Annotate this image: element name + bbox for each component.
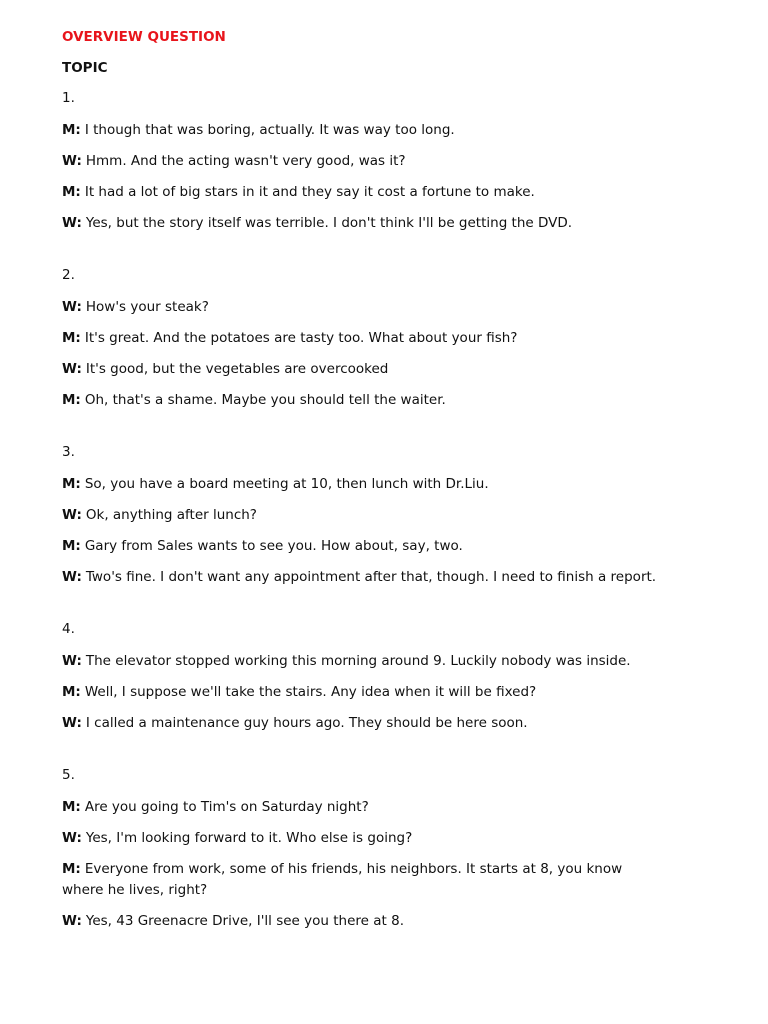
dialogue-line	[62, 151, 662, 172]
speaker-label: W:	[62, 715, 82, 731]
line-text: Yes, 43 Greenacre Drive, I'll see you there at 8.	[85, 913, 404, 929]
dialogue-line	[62, 328, 662, 349]
speaker-label: W:	[62, 913, 82, 929]
line-text: Ok, anything after lunch?	[85, 507, 257, 523]
dialogue-line	[62, 536, 662, 557]
line-text: Hmm. And the acting wasn't very good, was it?	[85, 153, 406, 169]
dialogue-line	[62, 651, 662, 672]
speaker-label: M:	[62, 684, 81, 700]
dialogue-3	[62, 443, 662, 588]
dialogue-line	[62, 359, 662, 380]
dialogue-number: 2.	[62, 267, 75, 283]
speaker-label: W:	[62, 215, 82, 231]
line-text: Two's fine. I don't want any appointment after that, though. I need to finish a report.	[85, 569, 657, 585]
dialogue-line	[62, 911, 662, 932]
dialogue-number: 1.	[62, 90, 75, 106]
speaker-label: W:	[62, 653, 82, 669]
dialogue-line	[62, 797, 662, 818]
line-text: Gary from Sales wants to see you. How about, say, two.	[84, 538, 463, 554]
dialogue-line	[62, 505, 662, 526]
line-text: The elevator stopped working this morning around 9. Luckily nobody was inside.	[85, 653, 631, 669]
speaker-label: M:	[62, 861, 81, 877]
speaker-label: W:	[62, 299, 82, 315]
dialogue-1	[62, 89, 662, 234]
speaker-label: W:	[62, 830, 82, 846]
document-title: OVERVIEW QUESTION	[62, 29, 226, 45]
line-text: How's your steak?	[85, 299, 209, 315]
line-text: I though that was boring, actually. It was way too long.	[84, 122, 455, 138]
dialogue-line	[62, 474, 662, 495]
dialogue-line	[62, 567, 662, 588]
dialogue-4	[62, 620, 662, 734]
dialogue-line	[62, 120, 662, 141]
line-text: Well, I suppose we'll take the stairs. Any idea when it will be fixed?	[84, 684, 537, 700]
line-text: It had a lot of big stars in it and they say it cost a fortune to make.	[84, 184, 535, 200]
line-text: Are you going to Tim's on Saturday night?	[84, 799, 369, 815]
dialogue-line	[62, 859, 662, 901]
speaker-label: W:	[62, 153, 82, 169]
speaker-label: M:	[62, 122, 81, 138]
dialogue-line	[62, 713, 662, 734]
section-subtitle: TOPIC	[62, 60, 108, 76]
dialogue-line	[62, 682, 662, 703]
speaker-label: M:	[62, 392, 81, 408]
document-page	[62, 28, 662, 964]
speaker-label: M:	[62, 538, 81, 554]
line-text: Everyone from work, some of his friends, his neighbors. It starts at 8, you know where he lives, right?	[62, 861, 623, 898]
speaker-label: M:	[62, 184, 81, 200]
speaker-label: W:	[62, 507, 82, 523]
line-text: Yes, I'm looking forward to it. Who else is going?	[85, 830, 413, 846]
line-text: I called a maintenance guy hours ago. They should be here soon.	[85, 715, 528, 731]
dialogue-line	[62, 828, 662, 849]
dialogue-2	[62, 266, 662, 411]
dialogue-line	[62, 297, 662, 318]
dialogue-number: 4.	[62, 621, 75, 637]
speaker-label: M:	[62, 476, 81, 492]
speaker-label: W:	[62, 569, 82, 585]
dialogue-line	[62, 390, 662, 411]
speaker-label: M:	[62, 330, 81, 346]
dialogue-5	[62, 766, 662, 932]
speaker-label: W:	[62, 361, 82, 377]
line-text: Yes, but the story itself was terrible. I don't think I'll be getting the DVD.	[85, 215, 573, 231]
speaker-label: M:	[62, 799, 81, 815]
dialogue-number: 5.	[62, 767, 75, 783]
dialogue-line	[62, 213, 662, 234]
dialogue-line	[62, 182, 662, 203]
line-text: Oh, that's a shame. Maybe you should tell the waiter.	[84, 392, 446, 408]
dialogue-number: 3.	[62, 444, 75, 460]
line-text: So, you have a board meeting at 10, then lunch with Dr.Liu.	[84, 476, 489, 492]
line-text: It's great. And the potatoes are tasty too. What about your fish?	[84, 330, 518, 346]
line-text: It's good, but the vegetables are overcooked	[85, 361, 389, 377]
